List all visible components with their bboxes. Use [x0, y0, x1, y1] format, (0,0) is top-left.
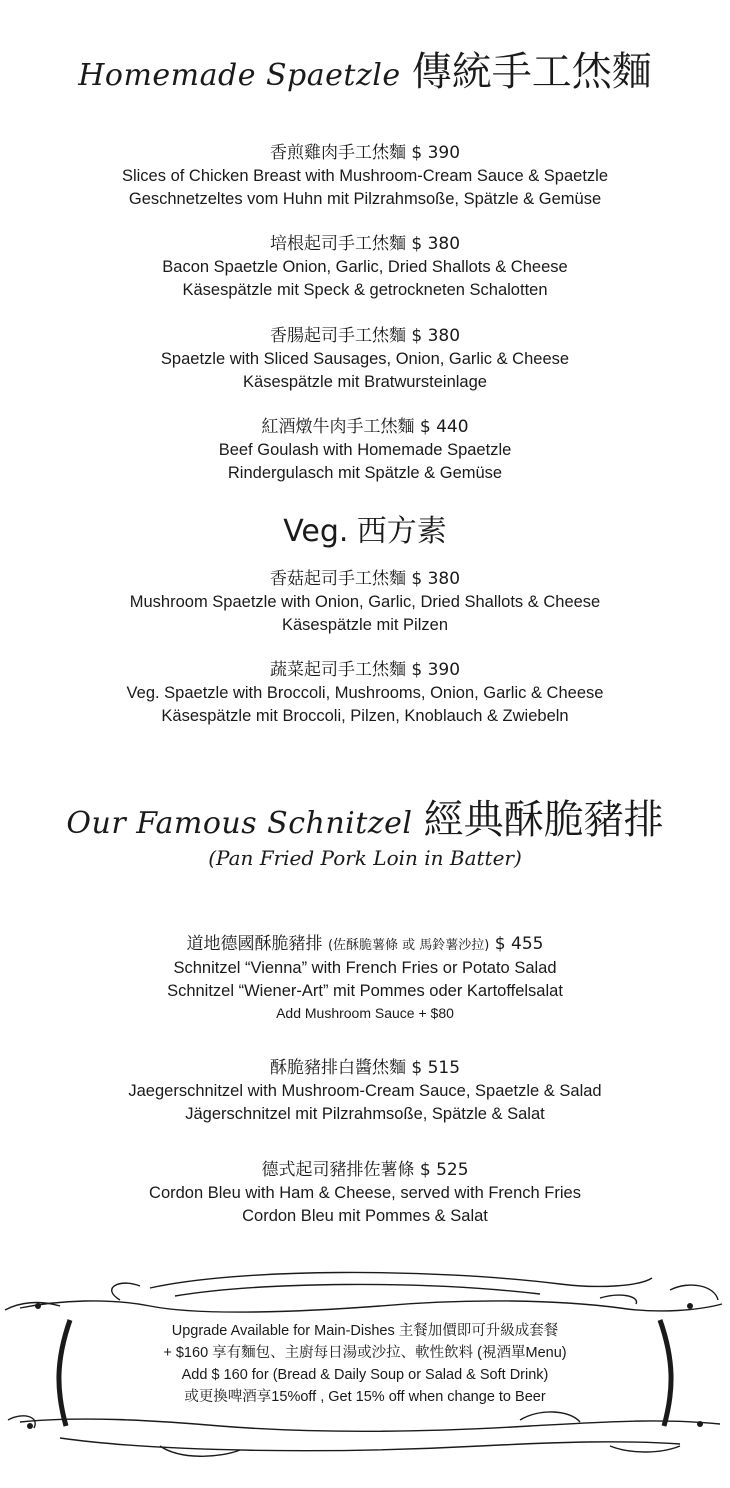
item-name-zh: 香煎雞肉手工烋麵	[269, 143, 406, 163]
item-desc-de: Käsespätzle mit Bratwursteinlage	[243, 373, 487, 391]
item-desc-de: Käsespätzle mit Speck & getrockneten Schalotten	[182, 281, 548, 299]
item-desc-en: Spaetzle with Sliced Sausages, Onion, Garlic & Cheese	[160, 350, 570, 368]
spaetzle-title-zh: 傳統手工烋麵	[411, 49, 652, 95]
item-name-zh: 紅酒燉牛肉手工烋麵	[261, 417, 415, 437]
menu-item	[0, 933, 730, 1023]
item-desc-de: Jägerschnitzel mit Pilzrahmsoße, Spätzle & Salat	[185, 1105, 545, 1123]
item-desc-en: Veg. Spaetzle with Broccoli, Mushrooms, Onion, Garlic & Cheese	[126, 684, 604, 702]
upgrade-line-3: Add $ 160 for (Bread & Daily Soup or Salad & Soft Drink)	[181, 1367, 549, 1383]
upgrade-line-4: 或更換啤酒享15%off , Get 15% off when change to Beer	[184, 1389, 546, 1405]
menu-item	[0, 659, 730, 728]
upgrade-line-2: + $160 享有麵包、主廚每日湯或沙拉、軟性飲料 (視酒單Menu)	[163, 1345, 567, 1361]
menu-item	[0, 233, 730, 302]
item-desc-de: Rindergulasch mit Spätzle & Gemüse	[227, 464, 503, 482]
item-desc-de: Cordon Bleu mit Pommes & Salat	[242, 1207, 488, 1225]
menu-item	[0, 416, 730, 485]
item-desc-de: Käsespätzle mit Broccoli, Pilzen, Knoblauch & Zwiebeln	[161, 707, 569, 725]
veg-title-en: Veg.	[283, 514, 349, 549]
schnitzel-title-zh: 經典酥脆豬排	[423, 797, 664, 843]
item-name-zh: 香菇起司手工烋麵	[269, 569, 406, 589]
spaetzle-title-script: Homemade Spaetzle	[78, 58, 401, 93]
item-addon: Add Mushroom Sauce + $80	[276, 1005, 454, 1021]
menu-item	[0, 1159, 730, 1228]
item-price: $ 380	[411, 569, 461, 589]
item-desc-de: Geschnetzeltes vom Huhn mit Pilzrahmsoße, Spätzle & Gemüse	[128, 190, 602, 208]
item-desc-en: Schnitzel “Vienna” with French Fries or Potato Salad	[173, 959, 557, 977]
item-price: $ 525	[419, 1160, 469, 1180]
item-price: $ 515	[411, 1058, 461, 1078]
menu-item	[0, 142, 730, 211]
item-desc-de: Schnitzel “Wiener-Art” mit Pommes oder Kartoffelsalat	[167, 982, 563, 1000]
item-desc-de: Käsespätzle mit Pilzen	[282, 616, 448, 634]
item-name-zh: 蔬菜起司手工烋麵	[269, 660, 406, 680]
item-price: $ 455	[494, 934, 544, 954]
upgrade-box	[0, 1320, 730, 1408]
menu-item	[0, 325, 730, 394]
item-price: $ 390	[411, 143, 461, 163]
upgrade-line-1: Upgrade Available for Main-Dishes 主餐加價即可升級成套餐	[171, 1323, 559, 1339]
item-price: $ 380	[411, 326, 461, 346]
item-name-zh: 道地德國酥脆豬排	[186, 934, 323, 954]
item-name-zh: 德式起司豬排佐薯條	[261, 1160, 415, 1180]
item-desc-en: Cordon Bleu with Ham & Cheese, served with French Fries	[149, 1184, 581, 1202]
schnitzel-title-script: Our Famous Schnitzel	[66, 806, 413, 841]
item-note-zh: (佐酥脆薯條 或 馬鈴薯沙拉)	[327, 938, 490, 953]
schnitzel-subtitle: (Pan Fried Pork Loin in Batter)	[208, 846, 522, 870]
item-name-zh: 香腸起司手工烋麵	[269, 326, 406, 346]
menu-item	[0, 1057, 730, 1126]
item-price: $ 380	[411, 234, 461, 254]
item-price: $ 440	[419, 417, 469, 437]
menu-item	[0, 568, 730, 637]
spaetzle-section-title	[0, 40, 730, 97]
item-desc-en: Jaegerschnitzel with Mushroom-Cream Sauce, Spaetzle & Salad	[128, 1082, 602, 1100]
item-price: $ 390	[411, 660, 461, 680]
veg-title-zh: 西方素	[356, 514, 447, 549]
item-desc-en: Bacon Spaetzle Onion, Garlic, Dried Shallots & Cheese	[162, 258, 568, 276]
veg-section-title	[0, 506, 730, 550]
item-name-zh: 培根起司手工烋麵	[269, 234, 406, 254]
item-desc-en: Beef Goulash with Homemade Spaetzle	[218, 441, 512, 459]
item-desc-en: Slices of Chicken Breast with Mushroom-Cream Sauce & Spaetzle	[121, 167, 609, 185]
schnitzel-section-title	[0, 788, 730, 845]
item-name-zh: 酥脆豬排白醬烋麵	[269, 1058, 406, 1078]
item-desc-en: Mushroom Spaetzle with Onion, Garlic, Dried Shallots & Cheese	[129, 593, 601, 611]
